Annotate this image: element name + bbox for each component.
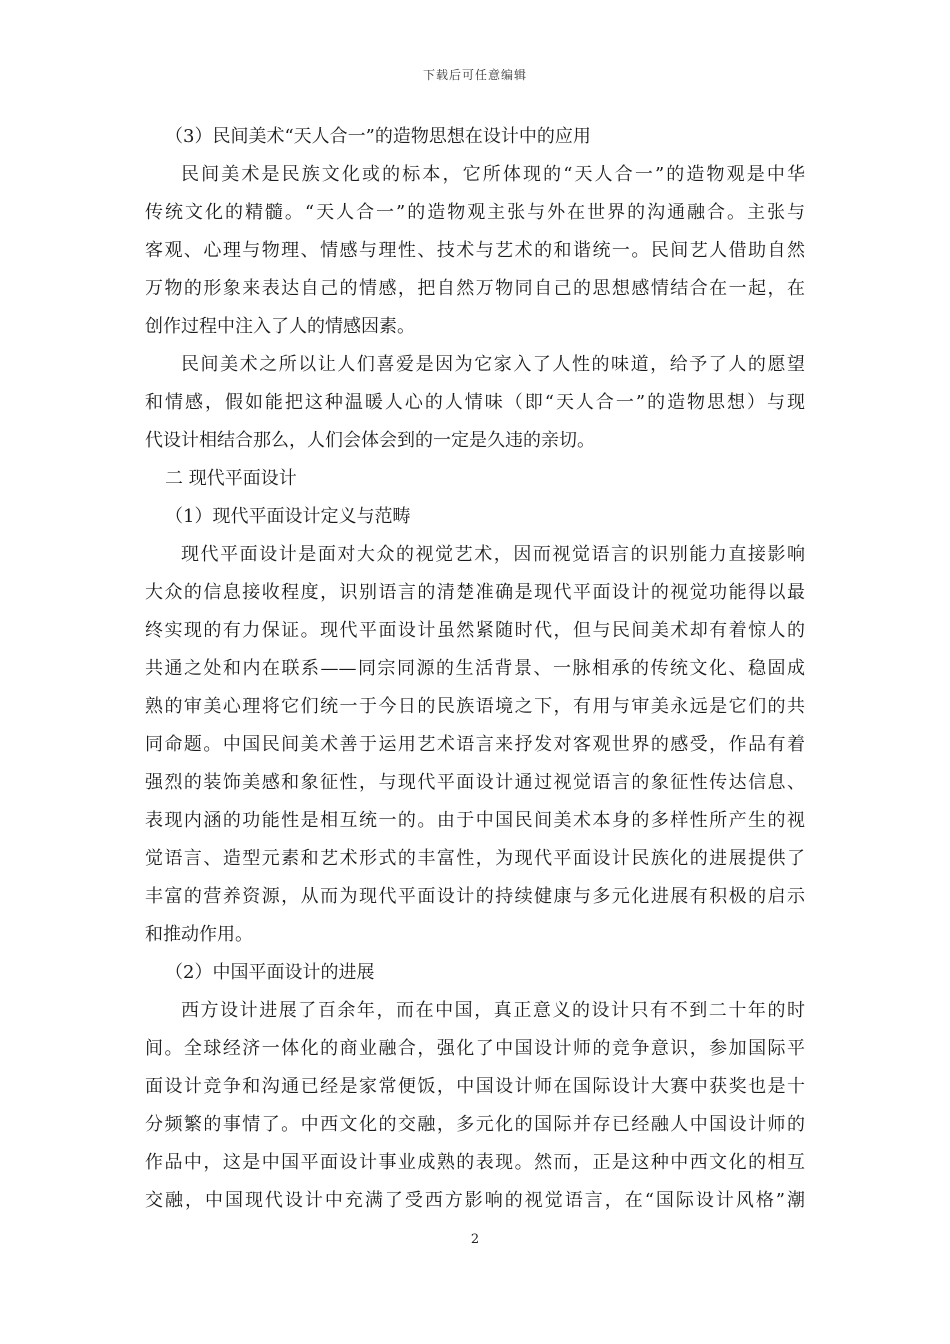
section-heading: （2）中国平面设计的进展 [165,962,375,983]
paragraph-line: 传统文化的精髓。“天人合一”的造物观主张与外在世界的沟通融合。主张与 [145,202,805,223]
paragraph-line: 和推动作用。 [145,924,253,945]
paragraph-line: 民间美术是民族文化或的标本，它所体现的“天人合一”的造物观是中华 [181,164,805,185]
section-heading: （1）现代平面设计定义与范畴 [165,506,411,527]
paragraph-line: 作品中，这是中国平面设计事业成熟的表现。然而，正是这种中西文化的相互 [145,1152,805,1173]
page-number: 2 [470,1232,480,1247]
paragraph-line: 共通之处和内在联系——同宗同源的生活背景、一脉相承的传统文化、稳固成 [145,658,805,679]
paragraph [145,536,805,954]
section-heading: 二 现代平面设计 [165,468,297,489]
paragraph-line: 终实现的有力保证。现代平面设计虽然紧随时代，但与民间美术却有着惊人的 [145,620,805,641]
paragraph [145,992,805,1220]
paragraph-line: 强烈的装饰美感和象征性，与现代平面设计通过视觉语言的象征性传达信息、 [145,772,805,793]
section-heading: （3）民间美术“天人合一”的造物思想在设计中的应用 [165,126,591,147]
paragraph-line: 万物的形象来表达自己的情感，把自然万物同自己的思想感情结合在一起，在 [145,278,805,299]
paragraph-line: 创作过程中注入了人的情感因素。 [145,316,415,337]
page-header: 下载后可任意编辑 [422,68,527,82]
paragraph-line: 和情感，假如能把这种温暖人心的人情味（即“天人合一”的造物思想）与现 [145,392,805,413]
paragraph-line: 分频繁的事情了。中西文化的交融，多元化的国际并存已经融人中国设计师的 [145,1114,805,1135]
document-body [145,118,805,1220]
paragraph-line: 西方设计进展了百余年，而在中国，真正意义的设计只有不到二十年的时 [181,1000,805,1021]
paragraph-line: 表现内涵的功能性是相互统一的。由于中国民间美术本身的多样性所产生的视 [145,810,805,831]
paragraph-line: 客观、心理与物理、情感与理性、技术与艺术的和谐统一。民间艺人借助自然 [145,240,805,261]
paragraph-line: 面设计竞争和沟通已经是家常便饭，中国设计师在国际设计大赛中获奖也是十 [145,1076,805,1097]
paragraph-line: 交融，中国现代设计中充满了受西方影响的视觉语言，在“国际设计风格”潮 [145,1190,805,1211]
paragraph-line: 熟的审美心理将它们统一于今日的民族语境之下，有用与审美永远是它们的共 [145,696,805,717]
paragraph-line: 丰富的营养资源，从而为现代平面设计的持续健康与多元化进展有积极的启示 [145,886,805,907]
paragraph-line: 间。全球经济一体化的商业融合，强化了中国设计师的竞争意识，参加国际平 [145,1038,805,1059]
paragraph-line: 同命题。中国民间美术善于运用艺术语言来抒发对客观世界的感受，作品有着 [145,734,805,755]
paragraph-line: 现代平面设计是面对大众的视觉艺术，因而视觉语言的识别能力直接影响 [181,544,805,565]
paragraph-line: 大众的信息接收程度，识别语言的清楚准确是现代平面设计的视觉功能得以最 [145,582,805,603]
paragraph [145,346,805,460]
paragraph-line: 代设计相结合那么，人们会体会到的一定是久违的亲切。 [145,430,595,451]
paragraph-line: 觉语言、造型元素和艺术形式的丰富性，为现代平面设计民族化的进展提供了 [145,848,805,869]
paragraph-line: 民间美术之所以让人们喜爱是因为它家入了人性的味道，给予了人的愿望 [181,354,805,375]
paragraph [145,156,805,346]
